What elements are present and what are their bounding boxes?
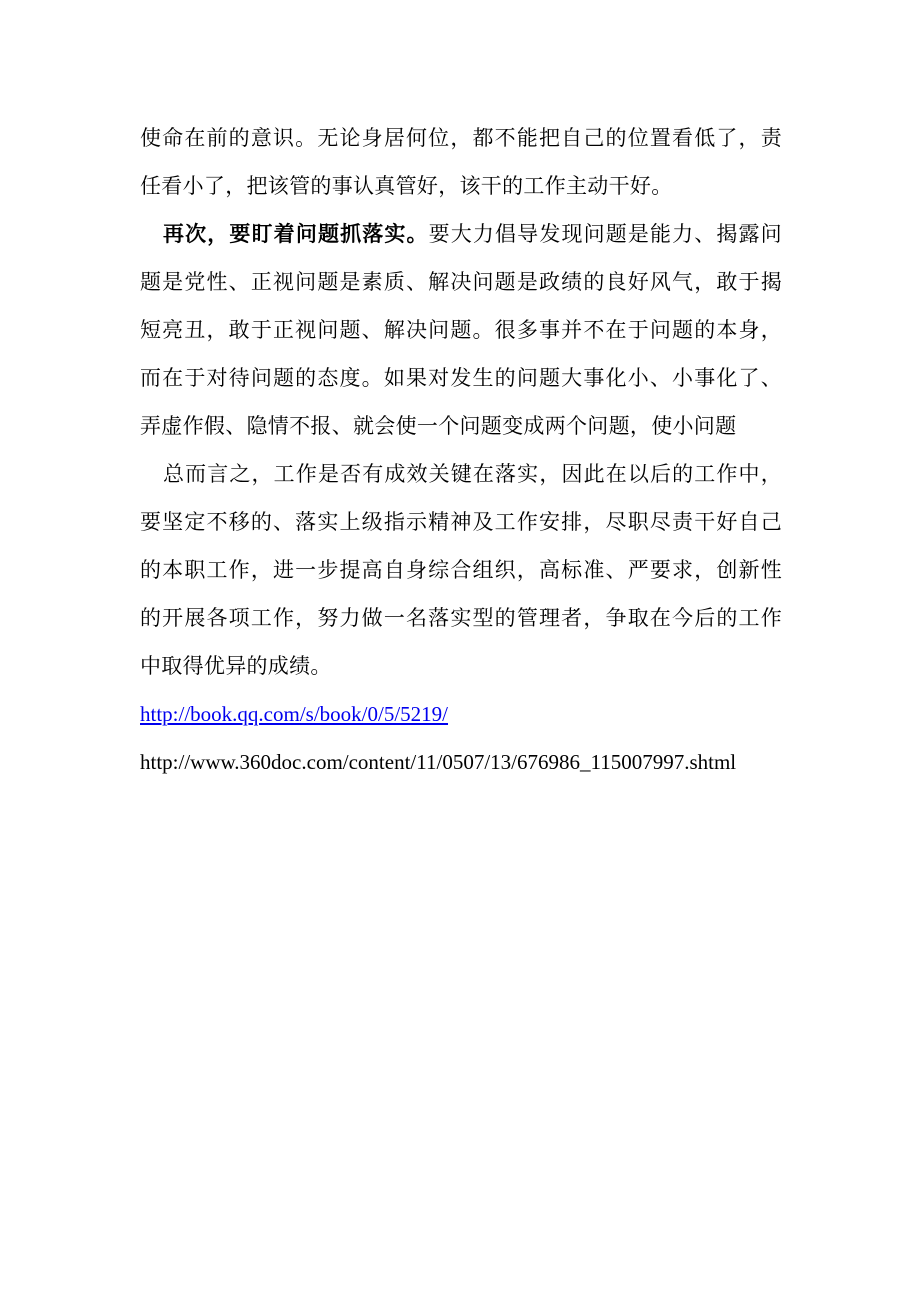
link-line	[140, 690, 782, 738]
paragraph3-line3: 的本职工作，进一步提高自身综合组织，高标准、严要求，创新性	[140, 558, 782, 582]
paragraph2-line1	[140, 210, 782, 258]
paragraph2-line2: 题是党性、正视问题是素质、解决问题是政绩的良好风气，敢于揭	[140, 270, 782, 294]
paragraph2-bold-lead: 再次，要盯着问题抓落实。	[163, 222, 429, 246]
paragraph2-line5: 弄虚作假、隐情不报、就会使一个问题变成两个问题，使小问题	[140, 414, 737, 438]
paragraph1-line1: 使命在前的意识。无论身居何位，都不能把自己的位置看低了，责	[140, 126, 782, 150]
book-qq-hyperlink[interactable]: http://book.qq.com/s/book/0/5/5219/	[140, 702, 449, 726]
plain-url-text: http://www.360doc.com/content/11/0507/13/676986_115007997.shtml	[140, 750, 737, 774]
paragraph3-line5: 中取得优异的成绩。	[140, 654, 332, 678]
paragraph2-line1-rest: 要大力倡导发现问题是能力、揭露问	[428, 222, 782, 246]
paragraph3-line4: 的开展各项工作，努力做一名落实型的管理者，争取在今后的工作	[140, 606, 782, 630]
paragraph2-line4: 而在于对待问题的态度。如果对发生的问题大事化小、小事化了、	[140, 366, 782, 390]
paragraph3-line1: 总而言之，工作是否有成效关键在落实，因此在以后的工作中，	[163, 462, 782, 486]
paragraph2-line3: 短亮丑，敢于正视问题、解决问题。很多事并不在于问题的本身，	[140, 318, 782, 342]
paragraph3-line2: 要坚定不移的、落实上级指示精神及工作安排，尽职尽责干好自己	[140, 510, 782, 534]
paragraph1-line2: 任看小了，把该管的事认真管好，该干的工作主动干好。	[140, 174, 673, 198]
